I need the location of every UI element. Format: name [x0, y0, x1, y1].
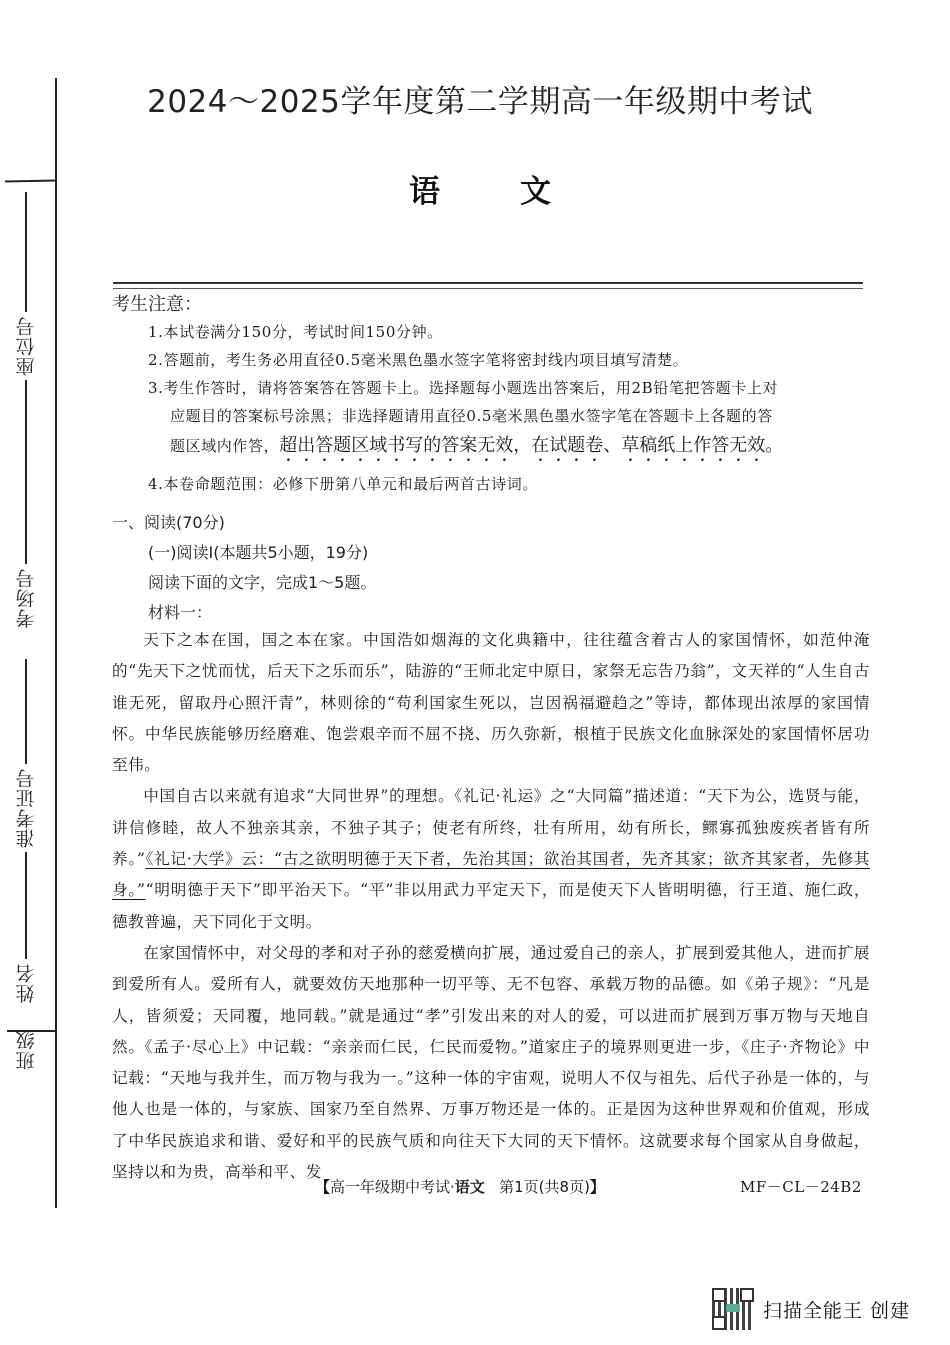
notice-list — [148, 318, 868, 498]
seat-number-field — [14, 188, 38, 469]
binding-line — [55, 78, 57, 1208]
part-heading: (一)阅读Ⅰ(本题共5小题，19分) — [148, 543, 369, 562]
subject-title — [100, 166, 860, 211]
material-label: 材料一： — [148, 603, 213, 622]
passage-p2-part-a: 中国自古以来就有追求“大同世界”的理想。《礼记·礼运》之“大同篇”描述道：“天下为公，选贤与能，讲信修睦，故人不独亲其亲，不独子其子；使老有所终，壮有所用，幼有所长，鳏寡孤独废疾者皆有所养。” — [112, 787, 870, 869]
notice-item-3-line1: 3.考生作答时，请将答案答在答题卡上。选择题每小题选出答案后，用2B铅笔把答题卡上对 — [148, 379, 779, 397]
footer-bracket-open: 【 — [315, 1178, 331, 1196]
admission-ticket-field — [14, 655, 38, 886]
scanner-watermark — [712, 1287, 910, 1331]
header-divider — [113, 282, 863, 289]
footer-bracket-close: 】 — [589, 1178, 605, 1196]
footer-code: MF－CL－24B2 — [740, 1178, 862, 1196]
footer-subject: 语文 — [454, 1178, 485, 1196]
class-label: 班级 — [15, 1030, 38, 1070]
scanner-text: 扫描全能王 创建 — [763, 1299, 911, 1322]
notice-item-1: 1.本试卷满分150分，考试时间150分钟。 — [148, 323, 443, 341]
name-label: 姓名 — [15, 963, 38, 1003]
section-heading: 一、阅读(70分) — [112, 513, 225, 532]
notice-item-3 — [148, 374, 868, 466]
admission-ticket-label: 准考证号 — [15, 768, 38, 848]
notice-item-4: 4.本卷命题范围：必修下册第八单元和最后两首古诗词。 — [148, 475, 538, 493]
notice-item-3-line3 — [148, 430, 868, 466]
passage-paragraph-1: 天下之本在国，国之本在家。中国浩如烟海的文化典籍中，往往蕴含着古人的家国情怀，如范仲淹的“先天下之忧而忧，后天下之乐而乐”，陆游的“王师北定中原日，家祭无忘告乃翁”，文天祥的“人生自古谁无死，留取丹心照汗青”，林则徐的“苟利国家生死以，岂因祸福避趋之”等诗，都体现出浓厚的家国情怀。中华民族能够历经磨难、饱尝艰辛而不屈不挠、历久弥新，根植于民族文化血脉深处的家国情怀居功至伟。 — [112, 631, 870, 775]
notice-item-2: 2.答题前，考生务必用直径0.5毫米黑色墨水签字笔将密封线内项目填写清楚。 — [148, 351, 689, 369]
qr-logo — [726, 1304, 740, 1312]
exam-room-label: 考场号 — [15, 568, 38, 628]
admission-ticket-blank — [25, 659, 27, 764]
passage-paragraph-3: 在家国情怀中，对父母的孝和对子孙的慈爱横向扩展，通过爱自己的亲人，扩展到爱其他人，进而扩展到爱所有人。爱所有人，就要效仿天地那种一切平等、无不包容、承载万物的品德。如《弟子规》：“凡是人，皆须爱；天同覆，地同载。”就是通过“孝”引发出来的对人的爱，可以进而扩展到万事万物与天地自然。《孟子·尽心上》中记载：“亲亲而仁民，仁民而爱物。”道家庄子的境界则更进一步，《庄子·齐物论》中记载：“天地与我并生，而万物与我为一。”这种一体的宇宙观，说明人不仅与祖先、后代子孙是一体的，与他人也是一体的，与家族、国家乃至自然界、万事万物还是一体的。正是因为这种世界观和价值观，形成了中华民族追求和谐、爱好和平的民族气质和向往天下大同的天下情怀。这就要求每个国家从自身做起，坚持以和为贵，高举和平、发 — [112, 943, 870, 1182]
name-field — [14, 875, 38, 1003]
exam-room-field — [14, 450, 38, 628]
name-blank — [25, 879, 27, 959]
binding-tick-top — [5, 180, 56, 183]
footer-exam-name: 高一年级期中考试· — [330, 1178, 455, 1196]
seat-number-label: 座位号 — [15, 316, 38, 376]
notice-item-3-emphasis: 超出答题区域书写的答案无效，在试题卷、草稿纸上作答无效。 — [279, 435, 784, 456]
notice-item-3-line2: 应题目的答案标号涂黑；非选择题请用直径0.5毫米黑色墨水签字笔在答题卡上各题的答 — [170, 407, 773, 425]
qr-corner — [740, 1288, 754, 1302]
notice-heading: 考生注意： — [112, 294, 202, 315]
notice-item-3-line3-plain: 题区域内作答， — [170, 437, 280, 455]
seat-number-blank-2 — [25, 192, 27, 312]
footer-page-info: 第1页(共8页) — [499, 1178, 590, 1196]
passage-p2-part-b: “明明德于天下”即平治天下。“平”非以用武力平定天下，而是使天下人皆明明德，行王道、施仁政，德教普遍，天下同化于文明。 — [112, 881, 870, 931]
instruction: 阅读下面的文字，完成1～5题。 — [148, 573, 377, 592]
qr-code-icon — [712, 1288, 754, 1330]
passage-paragraph-2 — [112, 781, 870, 937]
subject-char-1: 语 — [409, 174, 440, 210]
exam-title: 2024～2025学年度第二学期高一年级期中考试 — [147, 84, 813, 120]
class-field — [14, 1030, 38, 1070]
subject-char-2: 文 — [520, 174, 551, 210]
passage — [112, 625, 870, 1188]
exam-room-blank — [25, 454, 27, 564]
passage-p2-underlined: 《礼记·大学》云：“古之欲明明德于天下者，先治其国；欲治其国者，先齐其家；欲齐其家者，先修其身。” — [112, 850, 870, 900]
footer-exam-info — [315, 1176, 605, 1197]
